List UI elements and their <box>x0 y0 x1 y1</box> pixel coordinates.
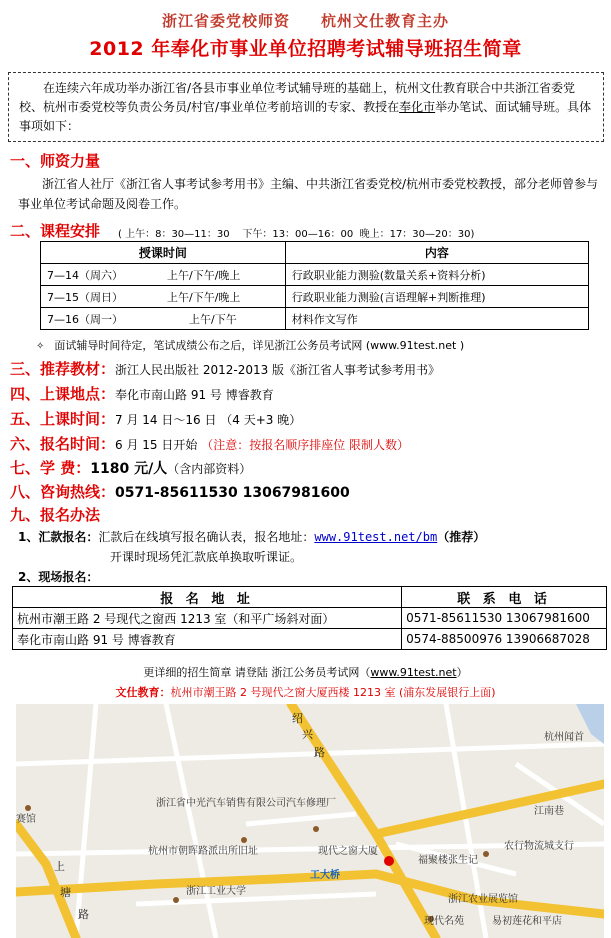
map-label: 杭州市朝晖路派出所旧址 <box>148 846 258 857</box>
schedule-cell <box>41 264 286 286</box>
interview-note <box>36 337 464 353</box>
schedule-col-time: 授课时间 <box>41 242 286 264</box>
remit-row <box>18 528 485 545</box>
map-label: 福聚楼张生记 <box>418 855 478 866</box>
organizer-line: 浙江省委党校师资 杭州文仕教育主办 <box>161 12 450 30</box>
remit-head: 1、汇款报名： <box>18 530 99 544</box>
method-label: 九、报名办法 <box>10 506 101 524</box>
remit-text-2: 开课时现场凭汇款底单换取听课证。 <box>110 550 303 564</box>
footer-website-line <box>0 664 611 680</box>
hotline-label: 八、咨询热线： <box>10 483 116 501</box>
table-row <box>13 629 607 650</box>
location-map[interactable] <box>16 704 604 938</box>
intro-box <box>8 72 604 142</box>
intro-text-b: 举办笔试、面试辅导班。具体事项如下： <box>19 100 592 133</box>
map-label: 赛馆 <box>16 814 36 825</box>
hotline-value: 0571-85611530 13067981600 <box>115 485 350 501</box>
schedule-time-note: ( 上午：8：30—11：30 下午：13：00—16：00 晚上：17：30—20：30) <box>118 229 475 240</box>
schedule-cell <box>41 286 286 308</box>
road-label: 兴 <box>302 728 313 741</box>
schedule-period: 上午/下午/晚上 <box>167 290 241 304</box>
textbook-label: 三、推荐教材： <box>10 360 116 378</box>
road-label: 上 <box>54 860 65 873</box>
textbook-value: 浙江人民出版社 2012-2013 版《浙江省人事考试参考用书》 <box>115 363 441 377</box>
road-label: 塘 <box>60 886 71 899</box>
signup-row <box>10 433 409 454</box>
reg-address: 奉化市南山路 91 号 博睿教育 <box>13 629 402 650</box>
section-faculty-text: 浙江省人社厅《浙江省人事考试参考用书》主编、中共浙江省委党校/杭州市委党校教授，部分老师曾参与事业单位考试命题及阅卷工作。 <box>18 177 599 211</box>
place-row <box>10 383 274 404</box>
reg-phone: 0574-88500976 13906687028 <box>402 629 607 650</box>
place-value: 奉化市南山路 91 号 博睿教育 <box>115 388 274 402</box>
signup-label: 六、报名时间： <box>10 435 116 453</box>
fee-row <box>10 457 251 478</box>
schedule-period: 上午/下午/晚上 <box>167 268 241 282</box>
table-row <box>13 608 607 629</box>
map-label: 浙江工业大学 <box>186 886 246 897</box>
reg-phone: 0571-85611530 13067981600 <box>402 608 607 629</box>
fee-note: （含内部资料） <box>167 462 252 476</box>
place-label: 四、上课地点： <box>10 385 116 403</box>
reg-address: 杭州市潮王路 2 号现代之窗西 1213 室（和平广场斜对面） <box>13 608 402 629</box>
registration-table <box>12 586 607 650</box>
schedule-content: 材料作文写作 <box>285 308 588 330</box>
section-faculty-heading: 一、师资力量 <box>10 152 101 170</box>
map-label: 工大桥 <box>310 870 340 881</box>
footer-address: 杭州市潮王路 2 号现代之窗大厦西楼 1213 室 (浦东发展银行上面) <box>170 686 496 699</box>
section-schedule-heading: 二、课程安排 <box>10 222 101 240</box>
hotline-row <box>10 481 350 502</box>
map-label: 现代之窗大厦 <box>318 846 378 857</box>
signup-link[interactable]: www.91test.net/bm <box>314 530 438 544</box>
remit-text: 汇款后在线填写报名确认表，报名地址： <box>98 530 315 544</box>
map-label: 现代名苑 <box>424 916 464 927</box>
time-value: 7 月 14 日～16 日 （4 天+3 晚） <box>115 413 302 427</box>
intro-text-a: 在连续六年成功举办浙江省/各县市事业单位考试辅导班的基础上，杭州文仕教育联合中共浙江省委党校、杭州市委党校等负责公务员/村官/事业单位考前培训的专家、教授在 <box>19 81 576 114</box>
schedule-date: 7—14（周六） <box>47 268 123 282</box>
signup-value: 6 月 15 日开始 <box>115 438 202 452</box>
diamond-bullet-icon: ✧ <box>36 341 45 352</box>
fee-label: 七、学 费： <box>10 459 91 477</box>
schedule-col-content: 内容 <box>285 242 588 264</box>
schedule-period: 上午/下午 <box>189 312 237 326</box>
footer-org-label: 文仕教育： <box>115 686 171 699</box>
footer-address-line <box>0 684 611 700</box>
road-label: 路 <box>78 908 89 921</box>
table-row <box>41 308 589 330</box>
road-label: 路 <box>314 746 325 759</box>
method-row <box>10 504 100 525</box>
map-label: 浙江省中光汽车销售有限公司汽车修理厂 <box>156 798 336 809</box>
map-label: 浙江农业展览馆 <box>448 894 518 905</box>
table-row <box>41 286 589 308</box>
map-label: 农行物流城支行 <box>504 841 574 852</box>
intro-place: 奉化市 <box>399 100 436 114</box>
map-label: 易初莲花和平店 <box>492 916 562 927</box>
remit-recommend: （推荐） <box>437 530 486 544</box>
schedule-date: 7—15（周日） <box>47 290 123 304</box>
schedule-content: 行政职业能力测验(数量关系+资料分析) <box>285 264 588 286</box>
schedule-table <box>40 241 589 330</box>
map-label: 杭州闻首 <box>544 732 584 743</box>
footer-text-b: ） <box>456 666 468 679</box>
time-row <box>10 408 301 429</box>
time-label: 五、上课时间： <box>10 410 116 428</box>
page-title: 2012 年奉化市事业单位招聘考试辅导班招生简章 <box>89 38 522 60</box>
footer-website-link[interactable]: www.91test.net <box>370 666 457 679</box>
signup-note: （注意：按报名顺序排座位 限制人数） <box>201 438 410 452</box>
textbook-row <box>10 358 440 379</box>
fee-amount: 1180 元/人 <box>90 461 168 477</box>
table-row <box>41 264 589 286</box>
map-label: 江南巷 <box>534 806 564 817</box>
reg-col-phone: 联 系 电 话 <box>402 587 607 608</box>
schedule-date: 7—16（周一） <box>47 312 123 326</box>
schedule-cell <box>41 308 286 330</box>
interview-note-text: 面试辅导时间待定，笔试成绩公布之后，详见浙江公务员考试网 (www.91test.net ) <box>54 339 465 352</box>
schedule-content: 行政职业能力测验(言语理解+判断推理) <box>285 286 588 308</box>
reg-col-address: 报 名 地 址 <box>13 587 402 608</box>
road-label: 绍 <box>292 712 303 725</box>
onsite-head: 2、现场报名： <box>18 570 99 584</box>
footer-text-a: 更详细的招生简章 请登陆 浙江公务员考试网（ <box>143 666 371 679</box>
